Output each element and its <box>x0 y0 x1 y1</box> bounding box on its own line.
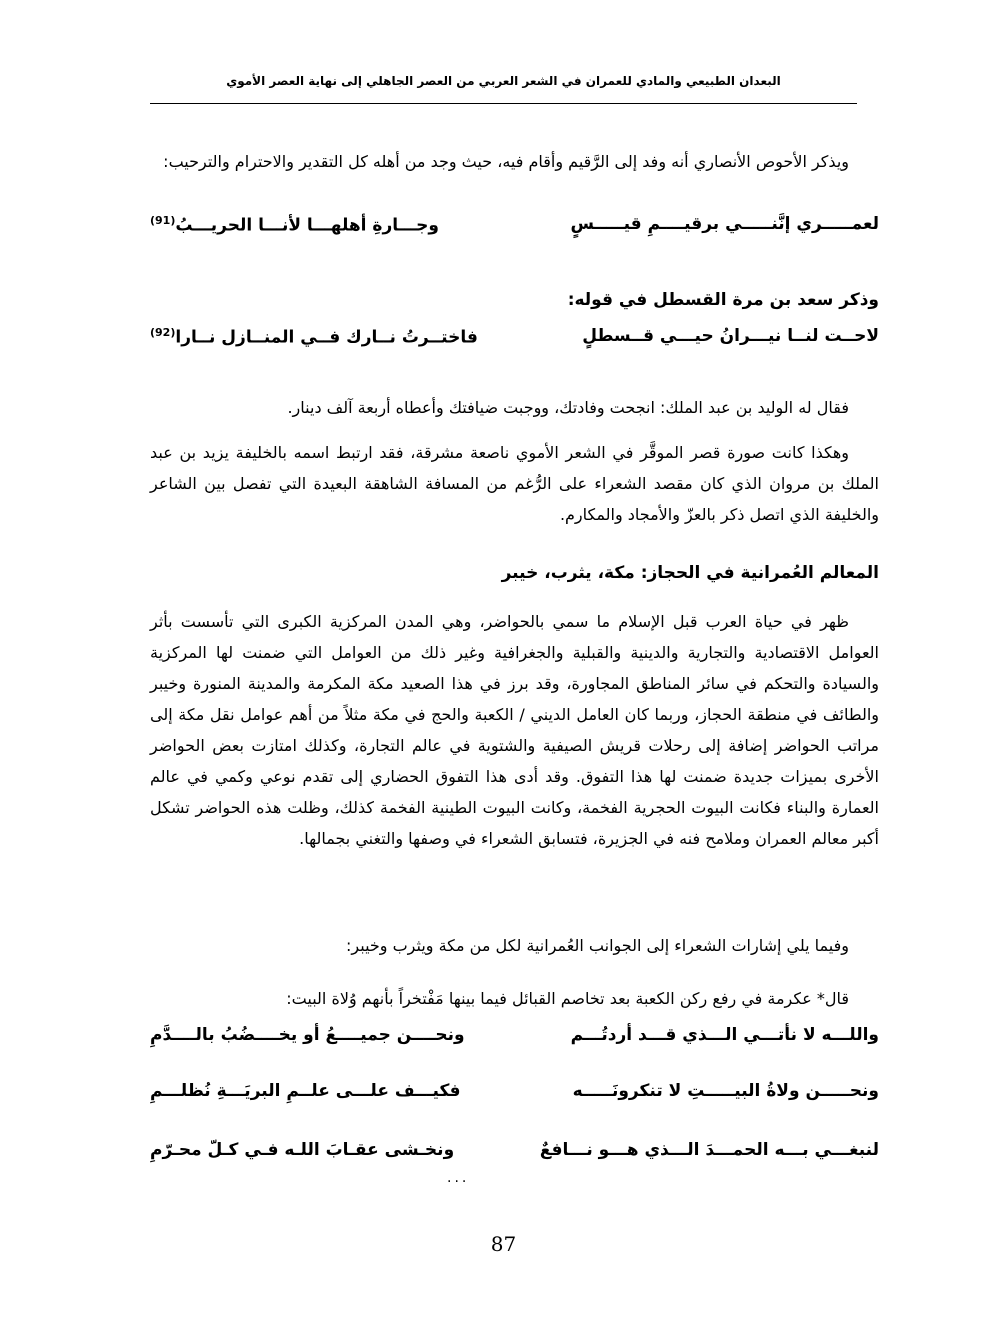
verse-4-second-hemistich: فكيـــف علـــى علــمِ البريَـــةِ نُظلـــمِ <box>150 1081 461 1101</box>
running-header: البعدان الطبيعي والمادي للعمران في الشعر العربي من العصر الجاهلي إلى نهاية العصر الأموي <box>226 74 781 88</box>
paragraph-4: ظهر في حياة العرب قبل الإسلام ما سمي بالحواضر، وهي المدن المركزية الكبرى التي تأسست بأثر العوامل الاقتصادية والتجارية والدينية والقبلية والجغرافية وغير ذلك من العوامل التي ضمنت لها المركزية والسيادة والتحكم في سائر المناطق المجاورة، وقد برز في هذا الصعيد مكة المكرمة والمدينة المنورة وخيبر والطائف في منطقة الحجاز، وربما كان العامل الديني / الكعبة والحج في مكة مثلاً من أهم عوامل نقل مكة إلى مراتب الحواضر إضافة إلى رحلات قريش الصيفية والشتوية في عالم التجارة، وكذلك امتازت بعض الحواضر الأخرى بميزات جديدة ضمنت لها هذا التفوق. وقد أدى هذا التفوق الحضاري إلى تقدم نوعي وكمي في عالم العمارة والبناء فكانت البيوت الحجرية الفخمة، وكانت البيوت الطينية الفخمة كذلك، وظلت هذه الحواضر تشكل أكبر معالم العمران وملامح فنه في الجزيرة، فتسابق الشعراء في وصفها والتغني بجمالها. <box>150 612 879 848</box>
verse-4 <box>150 1081 879 1113</box>
paragraph-2: فقال له الوليد بن عبد الملك: انجحت وفادتك، ووجبت ضيافتك وأعطاه أربعة آلف دينار. <box>287 398 849 417</box>
verse-1-second-text: وجـــارةِ أهلهـــا لأنـــا الحريـــبُ <box>175 215 439 236</box>
intro-line: وذكر سعد بن مرة القسطل في قوله: <box>567 290 879 310</box>
footnote-91: (91) <box>150 214 176 227</box>
paragraph-5: وفيما يلي إشارات الشعراء إلى الجوانب العُمرانية لكل من مكة ويثرب وخيبر: <box>346 936 849 955</box>
paragraph-3: وهكذا كانت صورة قصر الموقَّر في الشعر الأموي ناصعة مشرقة، فقد ارتبط اسمه بالخليفة يزيد بن عبد الملك بن مروان الذي كان مقصد الشعراء على الرُّغم من المسافة الشاهقة البعيدة التي تفصل بين الشاعر والخليفة الذي اتصل ذكر بالعزّ والأمجاد والمكارم. <box>150 443 879 524</box>
verse-1 <box>150 214 879 246</box>
verse-5-second-hemistich: ونخـشى عقـابَ اللـه فـي كـلّ محـرّمِ <box>150 1140 455 1160</box>
header-divider <box>150 103 857 104</box>
verse-1-first-hemistich: لعمـــــري إنَّنـــــي برقيــــمِ قيـــــسٍ <box>570 214 879 234</box>
verse-2-second-text: فاختــرتُ نــارك فــي المنــازل نــارا <box>175 327 478 348</box>
verse-4-first-hemistich: ونحـــــن ولاةُ البيـــــتِ لا تنكرونَـــــه <box>572 1081 879 1101</box>
verse-5-first-hemistich: لنبغـــي بـــه الحمـــدَ الـــذي هـــو نـــافعٌ <box>539 1140 879 1160</box>
verse-3 <box>150 1025 879 1057</box>
paragraph-6: قال* عكرمة في رفع ركن الكعبة بعد تخاصم القبائل فيما بينها مَفْتخراً بأنهم وُلاة البيت: <box>286 989 849 1008</box>
continuation-ellipsis: ... <box>447 1170 470 1186</box>
verse-5 <box>150 1140 879 1172</box>
section-heading: المعالم العُمرانية في الحجاز: مكة، يثرب، خيبر <box>501 563 879 583</box>
verse-1-second-hemistich <box>150 214 439 236</box>
paragraph-1: ويذكر الأحوص الأنصاري أنه وفد إلى الرَّقيم وأقام فيه، حيث وجد من أهله كل التقدير والاحترام والترحيب: <box>163 152 849 171</box>
verse-2-first-hemistich: لاحــت لنــا نيـــرانُ حيـــي قــسطلٍ <box>582 326 879 346</box>
footnote-92: (92) <box>150 326 176 339</box>
page-number: 87 <box>490 1232 517 1256</box>
verse-3-first-hemistich: واللـــه لا نأتـــي الـــذي قـــد أردتُـــم <box>570 1025 879 1045</box>
verse-2 <box>150 326 879 358</box>
verse-3-second-hemistich: ونحــــن جميــــعُ أو يخــــضُبُ بالــــدَّمِ <box>150 1025 465 1045</box>
verse-2-second-hemistich <box>150 326 478 348</box>
